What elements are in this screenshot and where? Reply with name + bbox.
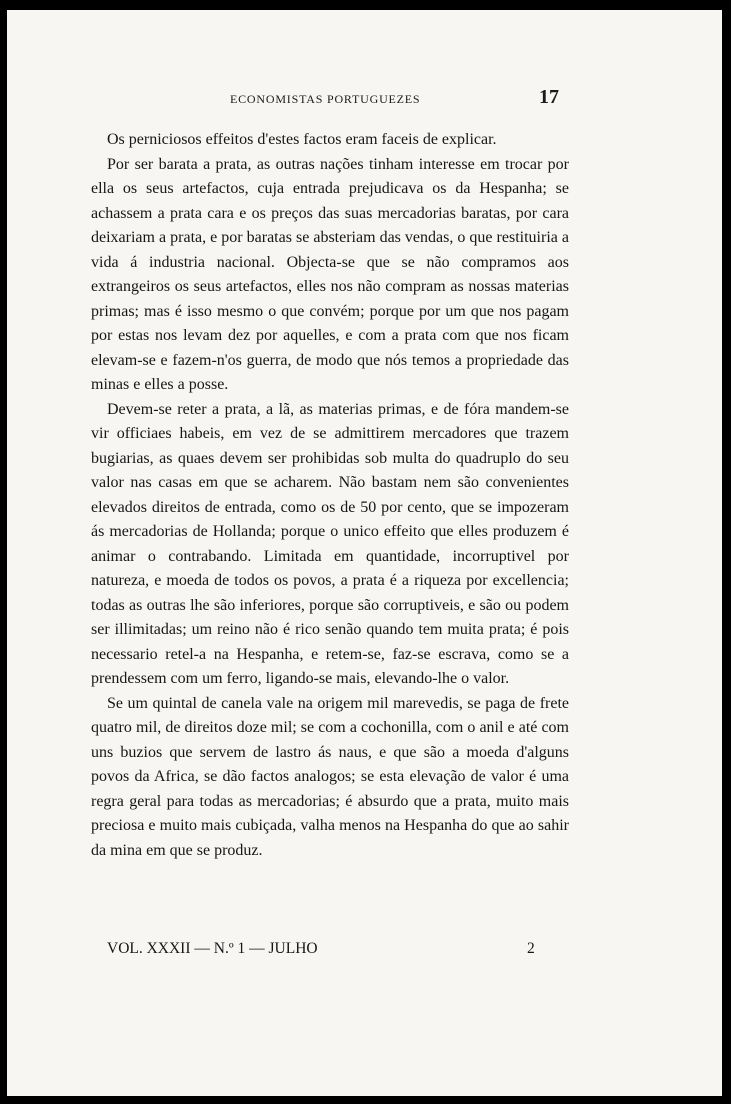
running-header <box>7 86 722 114</box>
page-number: 17 <box>539 86 559 108</box>
paragraph-3: Devem-se reter a prata, a lã, as materias primas, e de fóra mandem-se vir officiaes habeis, em vez de se admittirem mercadores que trazem bugiarias, as quaes devem ser prohibidas sob multa do quadruplo do seu valor nas casas em que se acharem. Não bastam nem são convenientes elevados direitos de entrada, como os de 50 por cento, que se impozeram ás mercadorias de Hollanda; porque o unico effeito que elles produzem é animar o contrabando. Limitada em quantidade, incorruptivel por natureza, e moeda de todos os povos, a prata é a riqueza por excellencia; todas as outras lhe são inferiores, porque são corruptiveis, e são ou podem ser illimitadas; um reino não é rico senão quando tem muita prata; é pois necessario retel-a na Hespanha, e retem-se, faz-se escrava, como se a prendessem com um ferro, ligando-se mais, elevando-lhe o valor. <box>91 400 569 687</box>
signature-mark: 2 <box>527 940 535 957</box>
volume-line: VOL. XXXII — N.º 1 — JULHO <box>107 940 318 957</box>
running-title: ECONOMISTAS PORTUGUEZES <box>230 92 421 106</box>
paragraph-4: Se um quintal de canela vale na origem mil marevedis, se paga de frete quatro mil, de direitos doze mil; se com a cochonilla, com o anil e até com uns buzios que servem de lastro ás naus, e que são a moeda d'alguns povos da Africa, se dão factos analogos; se esta elevação de valor é uma regra geral para todas as mercadorias; é absurdo que a prata, muito mais preciosa e muito mais cubiçada, valha menos na Hespanha do que ao sahir da mina em que se produz. <box>91 694 569 859</box>
body-text <box>91 128 569 863</box>
paragraph-2: Por ser barata a prata, as outras nações tinham interesse em trocar por ella os seus artefactos, cuja entrada prejudicava os da Hespanha; se achassem a prata cara e os preços das suas mercadorias baratas, por cara deixariam a prata, e por baratas se absteriam das vendas, o que restituiria a vida á industria nacional. Objecta-se que se não compramos aos extrangeiros os seus artefactos, elles nos não compram as nossas materias primas; mas é isso mesmo o que convém; porque por um que nos pagam por estas nos levam dez por aquelles, e com a prata com que nos ficam elevam-se e fazem-n'os guerra, de modo que nós temos a propriedade das minas e elles a posse. <box>91 155 569 393</box>
paragraph-1: Os perniciosos effeitos d'estes factos eram faceis de explicar. <box>107 131 497 148</box>
book-page <box>7 10 722 1096</box>
